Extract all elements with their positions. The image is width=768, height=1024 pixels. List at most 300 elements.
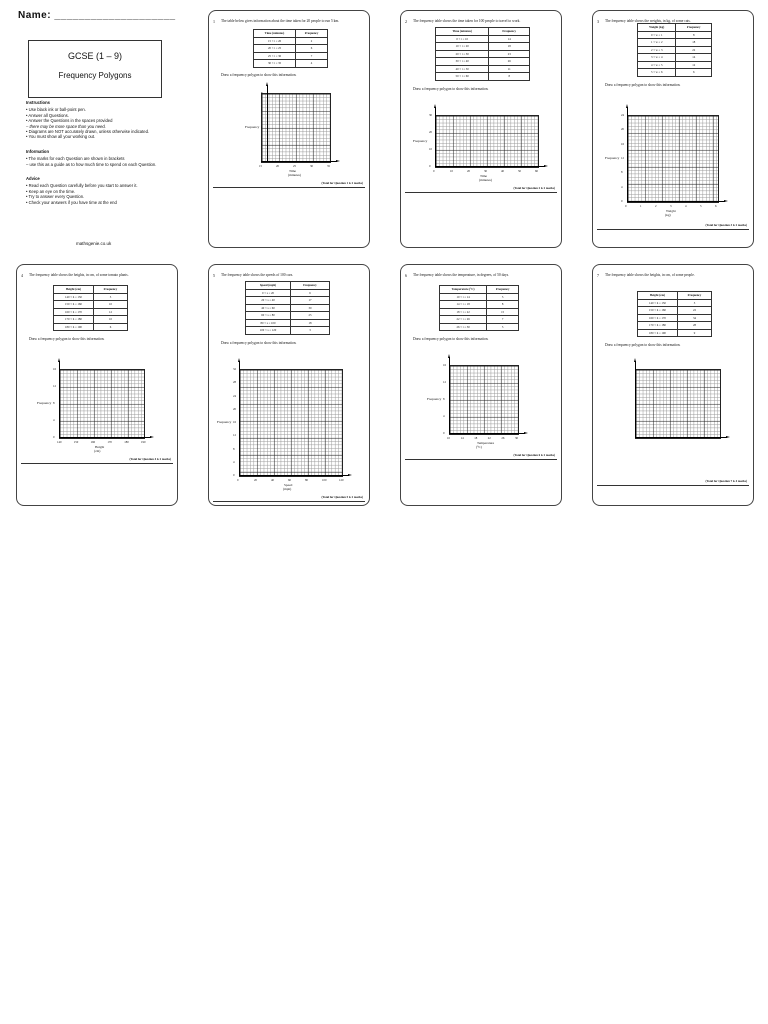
table-row xyxy=(254,45,328,53)
y-tick-label: 12 xyxy=(443,380,446,384)
table-row xyxy=(246,327,330,335)
y-tick-label: 20 xyxy=(621,127,624,132)
x-tick-label: 20 xyxy=(254,478,257,482)
y-tick-label: 8 xyxy=(621,170,623,175)
table-cell-class: 30 < t ≤ 40 xyxy=(436,58,489,66)
x-tick-label: 100 xyxy=(322,478,327,482)
table-cell-class: 22 < t ≤ 26 xyxy=(440,316,487,324)
title-box xyxy=(28,40,162,98)
table-row xyxy=(638,314,712,322)
y-axis xyxy=(635,361,636,437)
y-axis-label: Frequency xyxy=(37,401,52,405)
graph-grid[interactable] xyxy=(59,369,145,439)
x-tick-label: 18 xyxy=(474,436,478,440)
x-tick-label: 20 xyxy=(467,169,470,173)
instruction-line: • Answer all Questions. xyxy=(26,112,69,118)
question-number: 4 xyxy=(21,273,23,278)
table-cell-class: 80 < s ≤ 100 xyxy=(246,319,291,327)
table-cell-class: 40 < t ≤ 50 xyxy=(436,65,489,73)
frequency-table xyxy=(439,285,519,331)
y-axis-arrow-icon xyxy=(238,358,240,362)
x-tick-label: 80 xyxy=(305,478,308,482)
information-line: – use this as a guide as to how much time to spend on each Question. xyxy=(26,161,157,167)
table-cell-class: 180 < h ≤ 190 xyxy=(54,323,94,331)
draw-instruction: Draw a frequency polygon to show this information. xyxy=(413,86,489,91)
x-axis xyxy=(59,437,151,438)
x-axis-arrow-icon xyxy=(348,474,352,476)
table-cell-frequency: 25 xyxy=(291,312,330,320)
advice-heading: Advice xyxy=(26,176,40,181)
table-row xyxy=(638,69,712,77)
x-tick-label: 25 xyxy=(293,164,296,168)
table-cell-frequency: 3 xyxy=(291,327,330,335)
table-cell-class: 10 < t ≤ 20 xyxy=(436,43,489,51)
question-card-7 xyxy=(592,264,754,506)
y-axis-label: Frequency xyxy=(413,138,428,143)
table-cell-frequency: 5 xyxy=(487,323,519,331)
x-axis-arrow-icon xyxy=(150,436,154,438)
y-axis-arrow-icon xyxy=(58,358,60,362)
draw-instruction: Draw a frequency polygon to show this information. xyxy=(413,337,489,341)
table-row xyxy=(638,46,712,54)
y-axis xyxy=(449,357,450,433)
y-tick-label: 32 xyxy=(233,367,236,371)
frequency-table xyxy=(637,23,712,77)
table-cell-frequency: 9 xyxy=(677,329,711,337)
x-tick-label: 20 xyxy=(276,164,279,168)
x-tick-label: 0 xyxy=(625,204,627,208)
table-header-frequency: Frequency xyxy=(489,28,530,36)
question-text: The frequency table shows the heights, in cm, of some tomato plants. xyxy=(29,273,129,277)
question-text: The frequency table shows the weights, in kg, of some cats. xyxy=(605,19,691,23)
information-section xyxy=(26,149,206,167)
cover-page xyxy=(18,10,203,255)
x-tick-label: 26 xyxy=(501,436,505,440)
y-tick-label: 4 xyxy=(621,184,623,189)
table-cell-class: 0 < w ≤ 1 xyxy=(638,31,676,39)
x-tick-label: 60 xyxy=(535,169,538,173)
table-cell-frequency: 34 xyxy=(677,314,711,322)
x-tick-label: 190 xyxy=(141,440,146,444)
x-tick-label: 5 xyxy=(700,204,702,208)
table-row xyxy=(246,312,330,320)
y-tick-label: 8 xyxy=(443,397,445,401)
x-tick-label: 60 xyxy=(288,478,291,482)
page-title: GCSE (1 – 9) xyxy=(67,51,123,61)
y-tick-label: 16 xyxy=(621,141,624,146)
y-tick-label: 4 xyxy=(53,418,55,422)
x-axis xyxy=(635,437,727,438)
table-cell-class: 26 < t ≤ 30 xyxy=(440,323,487,331)
x-axis-label: Height xyxy=(95,445,105,449)
table-row xyxy=(254,52,328,60)
question-total: (Total for Question 2 is 2 marks) xyxy=(513,186,555,190)
graph-grid[interactable] xyxy=(435,115,539,168)
y-axis-arrow-icon xyxy=(434,104,436,108)
x-tick-label: 14 xyxy=(460,436,464,440)
table-cell-frequency: 6 xyxy=(291,289,330,297)
table-cell-frequency: 7 xyxy=(296,52,328,60)
table-cell-class: 140 < h ≤ 150 xyxy=(54,293,94,301)
x-axis-unit: (cm) xyxy=(94,449,101,453)
x-tick-label: 0 xyxy=(237,478,239,482)
table-header-class: Time (minutes) xyxy=(436,28,489,36)
y-tick-label: 12 xyxy=(53,384,56,388)
x-tick-label: 30 xyxy=(310,164,313,168)
instructions-heading: Instructions xyxy=(26,100,50,105)
x-axis-arrow-icon xyxy=(524,432,528,434)
table-row xyxy=(246,319,330,327)
table-cell-class: 150 < h ≤ 160 xyxy=(54,301,94,309)
table-cell-class: 1 < w ≤ 2 xyxy=(638,39,676,47)
y-tick-label: 12 xyxy=(621,156,624,160)
question-text: The frequency table shows the heights, in cm, of some people. xyxy=(605,273,695,277)
y-tick-label: 6 xyxy=(261,108,263,112)
table-cell-frequency: 18 xyxy=(676,39,712,47)
y-axis-arrow-icon xyxy=(448,354,450,358)
table-row xyxy=(440,308,519,316)
question-total: (Total for Question 3 is 2 marks) xyxy=(705,223,747,227)
table-row xyxy=(246,297,330,305)
x-axis xyxy=(449,433,525,434)
y-tick-label: 4 xyxy=(443,414,445,418)
question-card-4 xyxy=(16,264,178,506)
question-text: The table below gives information about the time taken for 20 people to run 5 km. xyxy=(221,19,340,23)
x-axis-label: Speed xyxy=(284,483,293,487)
advice-line: • Keep an eye on the time. xyxy=(26,188,76,194)
table-cell-frequency: 22 xyxy=(677,307,711,315)
table-cell-frequency: 10 xyxy=(93,316,127,324)
advice-line: • Try to answer every Question. xyxy=(26,194,85,200)
x-axis-unit: (minutes) xyxy=(479,178,492,182)
instruction-line: • Use black ink or ball-point pen. xyxy=(26,107,86,113)
table-cell-class: 18 < t ≤ 22 xyxy=(440,308,487,316)
y-tick-label: 16 xyxy=(443,363,446,367)
graph-grid[interactable] xyxy=(635,369,721,439)
table-cell-class: 5 < w ≤ 6 xyxy=(638,69,676,77)
table-cell-frequency: 28 xyxy=(677,322,711,330)
question-text: The frequency table shows the temperature, in degrees, of 50 days. xyxy=(413,273,510,277)
table-cell-frequency: 8 xyxy=(489,73,530,81)
y-tick-label: 24 xyxy=(621,113,624,117)
question-card-5 xyxy=(208,264,370,506)
graph-grid[interactable] xyxy=(627,115,719,203)
x-tick-label: 15 xyxy=(259,164,262,168)
y-axis xyxy=(267,85,268,161)
x-tick-label: 30 xyxy=(515,436,518,440)
table-row xyxy=(54,301,128,309)
divider xyxy=(597,229,749,230)
question-number: 2 xyxy=(405,19,407,24)
table-row xyxy=(436,58,530,66)
page-subtitle: Frequency Polygons xyxy=(58,71,132,80)
table-cell-frequency: 14 xyxy=(676,54,712,62)
name-field[interactable]: Name: ____________________ xyxy=(18,10,176,21)
y-axis xyxy=(627,107,628,201)
table-row xyxy=(638,299,712,307)
advice-line: • Read each Question carefully before you start to answer it. xyxy=(26,183,138,189)
x-tick-label: 160 xyxy=(90,440,96,444)
x-tick-label: 0 xyxy=(433,169,435,173)
x-axis-arrow-icon xyxy=(726,436,730,438)
table-cell-class: 0 < t ≤ 10 xyxy=(436,35,489,43)
y-tick-label: 0 xyxy=(261,159,263,163)
x-tick-label: 35 xyxy=(327,164,330,168)
y-axis-label: Frequency xyxy=(217,420,232,424)
table-cell-class: 160 < h ≤ 170 xyxy=(638,314,678,322)
table-row xyxy=(54,308,128,316)
frequency-table xyxy=(253,29,328,68)
y-axis-label: Frequency xyxy=(427,397,442,401)
question-card-1 xyxy=(208,10,370,248)
divider xyxy=(213,187,365,188)
y-axis xyxy=(239,361,240,475)
y-axis xyxy=(435,107,436,166)
y-axis-arrow-icon xyxy=(266,82,268,86)
table-cell-class: 14 < t ≤ 18 xyxy=(440,301,487,309)
x-tick-label: 50 xyxy=(518,169,521,173)
y-tick-label: 20 xyxy=(429,130,432,134)
table-cell-class: 0 < s ≤ 20 xyxy=(246,289,291,297)
x-tick-label: 40 xyxy=(501,169,504,173)
table-cell-class: 180 < h ≤ 190 xyxy=(638,329,678,337)
y-axis-label: Frequency xyxy=(245,125,260,129)
table-row xyxy=(638,54,712,62)
x-tick-label: 180 xyxy=(124,440,129,444)
table-row xyxy=(54,293,128,301)
table-cell-frequency: 6 xyxy=(93,323,127,331)
table-cell-class: 20 < s ≤ 40 xyxy=(246,297,291,305)
table-cell-class: 160 < h ≤ 170 xyxy=(54,308,94,316)
table-row xyxy=(54,316,128,324)
table-cell-class: 60 < s ≤ 80 xyxy=(246,312,291,320)
frequency-table xyxy=(53,285,128,331)
graph-grid[interactable] xyxy=(261,93,331,163)
x-tick-label: 140 xyxy=(57,440,62,444)
table-cell-class: 4 < w ≤ 5 xyxy=(638,61,676,69)
information-line: • The marks for each Question are shown in brackets xyxy=(26,156,125,162)
y-tick-label: 8 xyxy=(261,91,263,95)
table-cell-frequency: 17 xyxy=(291,297,330,305)
x-axis-arrow-icon xyxy=(724,200,728,202)
table-cell-frequency: 12 xyxy=(676,61,712,69)
table-row xyxy=(440,293,519,301)
x-axis-unit: (mph) xyxy=(283,487,292,491)
table-header-class: Weight (kg) xyxy=(638,24,676,32)
table-header-class: Height (cm) xyxy=(54,286,94,294)
y-tick-label: 0 xyxy=(621,199,623,203)
x-tick-label: 1 xyxy=(640,204,642,208)
table-row xyxy=(436,65,530,73)
draw-instruction: Draw a frequency polygon to show this information. xyxy=(221,340,297,345)
question-number: 6 xyxy=(405,273,407,278)
advice-section xyxy=(26,176,206,205)
instructions-section xyxy=(26,100,206,140)
graph-grid[interactable] xyxy=(239,369,343,477)
y-tick-label: 28 xyxy=(233,380,236,385)
table-row xyxy=(440,301,519,309)
table-row xyxy=(54,323,128,331)
x-tick-label: 3 xyxy=(670,204,672,208)
question-total: (Total for Question 5 is 2 marks) xyxy=(321,495,363,499)
divider xyxy=(21,463,173,464)
question-total: (Total for Question 7 is 4 marks) xyxy=(705,479,747,483)
y-axis-arrow-icon xyxy=(626,104,628,108)
x-axis-arrow-icon xyxy=(336,160,340,162)
table-row xyxy=(436,43,530,51)
table-row xyxy=(440,316,519,324)
table-header-frequency: Frequency xyxy=(296,30,328,38)
x-axis-label: Weight xyxy=(666,209,676,213)
table-cell-class: 100 < s ≤ 120 xyxy=(246,327,291,335)
table-header-class: Height (cm) xyxy=(638,292,678,300)
table-cell-frequency: 14 xyxy=(489,35,530,43)
y-tick-label: 16 xyxy=(53,367,56,371)
y-axis xyxy=(59,361,60,437)
x-axis xyxy=(627,201,725,202)
divider xyxy=(597,485,749,486)
table-row xyxy=(638,322,712,330)
draw-instruction: Draw a frequency polygon to show this information. xyxy=(605,343,681,347)
table-cell-frequency: 6 xyxy=(296,45,328,53)
table-cell-class: 170 < h ≤ 180 xyxy=(54,316,94,324)
instruction-line: • You must show all your working out. xyxy=(26,134,96,140)
x-tick-label: 120 xyxy=(339,478,344,482)
x-tick-label: 22 xyxy=(487,436,491,440)
table-row xyxy=(440,323,519,331)
question-card-3 xyxy=(592,10,754,248)
table-row xyxy=(638,307,712,315)
draw-instruction: Draw a frequency polygon to show this information. xyxy=(29,337,105,341)
table-cell-frequency: 8 xyxy=(487,301,519,309)
table-cell-class: 30 < t ≤ 35 xyxy=(254,60,296,68)
table-header-frequency: Frequency xyxy=(677,292,711,300)
table-cell-class: 20 < t ≤ 30 xyxy=(436,50,489,58)
table-cell-class: 170 < h ≤ 180 xyxy=(638,322,678,330)
table-row xyxy=(638,39,712,47)
table-cell-frequency: 23 xyxy=(489,50,530,58)
table-cell-frequency: 2 xyxy=(296,37,328,45)
table-cell-frequency: 30 xyxy=(291,304,330,312)
frequency-table xyxy=(435,27,530,81)
table-cell-class: 25 < t ≤ 30 xyxy=(254,52,296,60)
x-tick-label: 10 xyxy=(450,169,453,173)
x-tick-label: 170 xyxy=(107,440,112,444)
y-tick-label: 0 xyxy=(53,435,55,439)
y-tick-label: 8 xyxy=(53,401,55,405)
table-row xyxy=(246,289,330,297)
y-tick-label: 4 xyxy=(261,125,263,129)
x-axis-arrow-icon xyxy=(544,165,548,167)
x-tick-label: 30 xyxy=(484,169,487,173)
draw-instruction: Draw a frequency polygon to show this information. xyxy=(221,73,297,78)
table-cell-frequency: 18 xyxy=(291,319,330,327)
table-cell-class: 150 < h ≤ 160 xyxy=(638,307,678,315)
y-tick-label: 20 xyxy=(233,406,236,411)
x-axis-label: Time xyxy=(289,169,297,173)
x-axis xyxy=(239,475,349,476)
x-axis-unit: (minutes) xyxy=(288,173,301,177)
table-cell-frequency: 18 xyxy=(489,43,530,51)
table-cell-frequency: 5 xyxy=(487,293,519,301)
table-cell-frequency: 8 xyxy=(676,31,712,39)
table-cell-class: 20 < t ≤ 25 xyxy=(254,45,296,53)
x-axis xyxy=(435,166,545,167)
table-row xyxy=(436,50,530,58)
table-cell-class: 140 < h ≤ 150 xyxy=(638,299,678,307)
question-card-6 xyxy=(400,264,562,506)
advice-line: • Check your answers if you have time at the end xyxy=(26,199,117,205)
table-row xyxy=(436,35,530,43)
table-row xyxy=(254,37,328,45)
table-cell-frequency: 22 xyxy=(676,46,712,54)
y-tick-label: 30 xyxy=(429,113,432,117)
x-tick-label: 6 xyxy=(715,204,717,208)
table-header-frequency: Frequency xyxy=(676,24,712,32)
y-tick-label: 2 xyxy=(261,142,263,146)
divider xyxy=(405,192,557,193)
table-cell-frequency: 5 xyxy=(93,293,127,301)
table-header-class: Time (minutes) xyxy=(254,30,296,38)
table-cell-class: 50 < t ≤ 60 xyxy=(436,73,489,81)
question-number: 7 xyxy=(597,273,599,278)
instruction-line: • Diagrams are NOT accurately drawn, unless otherwise indicated. xyxy=(26,129,150,135)
table-header-frequency: Frequency xyxy=(93,286,127,294)
y-tick-label: 12 xyxy=(233,433,236,438)
question-number: 5 xyxy=(213,273,215,278)
question-total: (Total for Question 4 is 2 marks) xyxy=(129,457,171,461)
table-cell-frequency: 3 xyxy=(677,299,711,307)
draw-instruction: Draw a frequency polygon to show this information. xyxy=(605,82,681,87)
y-tick-label: 0 xyxy=(233,473,235,477)
table-header-frequency: Frequency xyxy=(291,282,330,290)
x-tick-label: 150 xyxy=(73,440,79,444)
divider xyxy=(213,501,365,502)
x-tick-label: 4 xyxy=(685,204,687,208)
table-cell-class: 2 < w ≤ 3 xyxy=(638,46,676,54)
x-axis-label: Time xyxy=(480,174,488,178)
graph-grid[interactable] xyxy=(449,365,519,435)
y-axis-label: Frequency xyxy=(605,156,620,160)
x-axis xyxy=(261,161,337,162)
table-cell-frequency: 6 xyxy=(676,69,712,77)
instruction-line: • Answer the Questions in the spaces provided xyxy=(26,118,113,124)
website-label[interactable]: mathsgenie.co.uk xyxy=(76,241,112,246)
y-axis-arrow-icon xyxy=(634,358,636,362)
table-cell-class: 3 < w ≤ 4 xyxy=(638,54,676,62)
table-cell-frequency: 10 xyxy=(93,301,127,309)
y-tick-label: 0 xyxy=(429,164,431,168)
table-cell-class: 40 < s ≤ 60 xyxy=(246,304,291,312)
table-row xyxy=(638,61,712,69)
table-cell-frequency: 11 xyxy=(489,65,530,73)
table-cell-class: 15 < t ≤ 20 xyxy=(254,37,296,45)
y-tick-label: 16 xyxy=(233,420,236,424)
table-cell-frequency: 7 xyxy=(487,316,519,324)
frequency-table xyxy=(245,281,330,335)
frequency-table xyxy=(637,291,712,337)
question-number: 3 xyxy=(597,19,599,24)
x-tick-label: 10 xyxy=(447,436,450,440)
x-tick-label: 2 xyxy=(655,204,657,208)
x-tick-label: 40 xyxy=(271,478,274,482)
question-text: The frequency table shows the speeds of 100 cars. xyxy=(221,273,294,277)
table-row xyxy=(246,304,330,312)
table-cell-frequency: 4 xyxy=(296,60,328,68)
table-cell-frequency: 15 xyxy=(487,308,519,316)
instruction-line: – there may be more space than you need. xyxy=(26,123,106,129)
question-text: The frequency table shows the time taken for 100 people to travel to work. xyxy=(413,19,521,23)
